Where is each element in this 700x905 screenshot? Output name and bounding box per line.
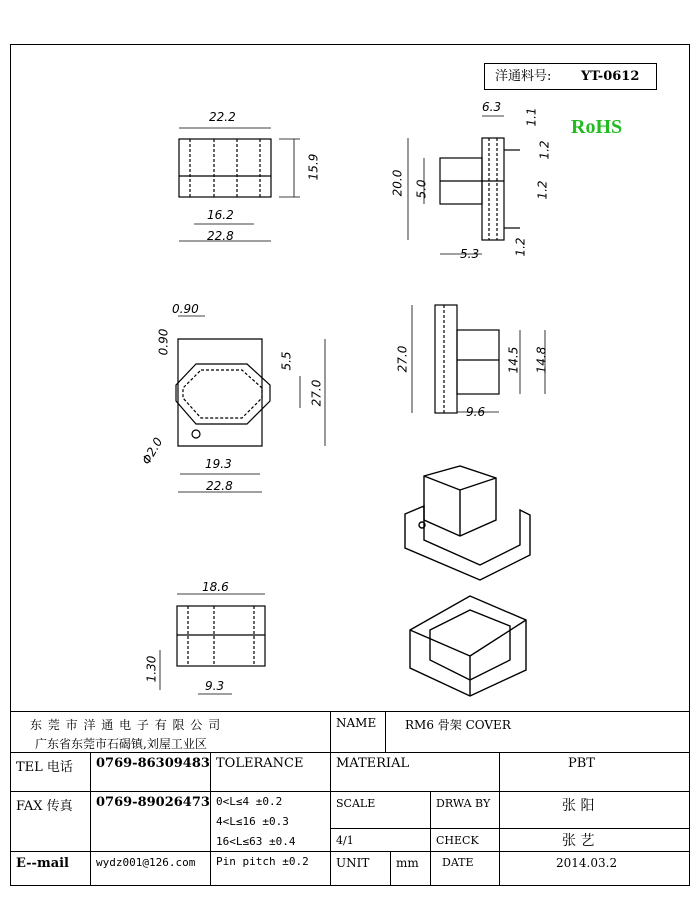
dim-plan-0-90a: 0.90 <box>172 302 199 316</box>
dim-side2-27: 27.0 <box>395 345 410 373</box>
dim-side-width: 6.3 <box>482 100 502 114</box>
dim-front-18-6: 18.6 <box>202 580 229 594</box>
dim-plan-0-90b: 0.90 <box>156 328 171 356</box>
tolerance-range-1: 0<L≤4 ±0.2 <box>216 795 283 808</box>
dim-side-1-2b: 1.2 <box>535 180 550 200</box>
scale-value: 4/1 <box>336 834 354 847</box>
fax-value: 0769-89026473 <box>96 795 210 810</box>
dim-plan-phi: Φ2.0 <box>139 435 166 467</box>
rohs-mark: RoHS <box>571 116 623 138</box>
scale-label: SCALE <box>336 797 376 810</box>
check-value: 张 艺 <box>562 833 595 849</box>
dim-plan-27: 27.0 <box>309 379 324 407</box>
fax-label: FAX 传真 <box>16 799 73 814</box>
dim-plan-5-5: 5.5 <box>279 351 294 371</box>
top-view <box>179 128 300 241</box>
dim-plan-19-3: 19.3 <box>205 457 232 471</box>
material-value: PBT <box>568 756 595 771</box>
dim-top-height: 15.9 <box>306 153 321 181</box>
dim-side2-9-6: 9.6 <box>466 405 486 419</box>
tolerance-label: TOLERANCE <box>216 756 304 771</box>
iso-view-bottom <box>410 596 526 696</box>
drawby-label: DRWA BY <box>436 797 491 810</box>
date-label: DATE <box>442 856 474 869</box>
dim-side-1-2c: 1.2 <box>513 237 528 257</box>
unit-label: UNIT <box>336 856 370 870</box>
drawby-value: 张 阳 <box>562 798 595 814</box>
dim-top-width: 22.2 <box>209 110 236 124</box>
tolerance-pin-pitch: Pin pitch ±0.2 <box>216 855 309 868</box>
dim-side-5-3: 5.3 <box>460 247 480 261</box>
part-number-label: 洋通料号: <box>495 69 552 84</box>
date-value: 2014.03.2 <box>556 856 618 870</box>
plan-view <box>176 316 325 492</box>
dim-top-inner: 16.2 <box>207 208 234 222</box>
company-name: 东 莞 市 洋 通 电 子 有 限 公 司 <box>30 718 222 732</box>
name-value: RM6 骨架 COVER <box>405 718 511 732</box>
dim-side2-14-5: 14.5 <box>506 346 521 374</box>
dim-side-1-2a: 1.2 <box>537 140 552 160</box>
dim-side2-14-8: 14.8 <box>534 346 549 374</box>
side-view-2 <box>412 305 545 413</box>
dim-top-bottom: 22.8 <box>207 229 234 243</box>
company-address: 广东省东莞市石碣镇,刘屋工业区 <box>35 737 207 751</box>
dim-plan-22-8: 22.8 <box>206 479 233 493</box>
unit-value: mm <box>396 856 419 870</box>
name-label: NAME <box>336 716 377 730</box>
email-label: E--mail <box>16 856 69 871</box>
dim-side-1-1: 1.1 <box>524 107 539 127</box>
part-number-value: YT-0612 <box>581 69 640 84</box>
tolerance-range-3: 16<L≤63 ±0.4 <box>216 835 296 848</box>
dim-front-9-3: 9.3 <box>205 679 225 693</box>
tel-label: TEL 电话 <box>16 760 73 775</box>
dim-front-1-30: 1.30 <box>144 655 159 683</box>
dim-side-20: 20.0 <box>390 169 405 197</box>
material-label: MATERIAL <box>336 756 410 771</box>
tolerance-range-2: 4<L≤16 ±0.3 <box>216 815 289 828</box>
iso-view-top <box>405 466 530 580</box>
email-value: wydz001@126.com <box>96 856 196 869</box>
dim-side-5: 5.0 <box>414 179 429 199</box>
tel-value: 0769-86309483 <box>96 756 210 771</box>
check-label: CHECK <box>436 834 479 847</box>
